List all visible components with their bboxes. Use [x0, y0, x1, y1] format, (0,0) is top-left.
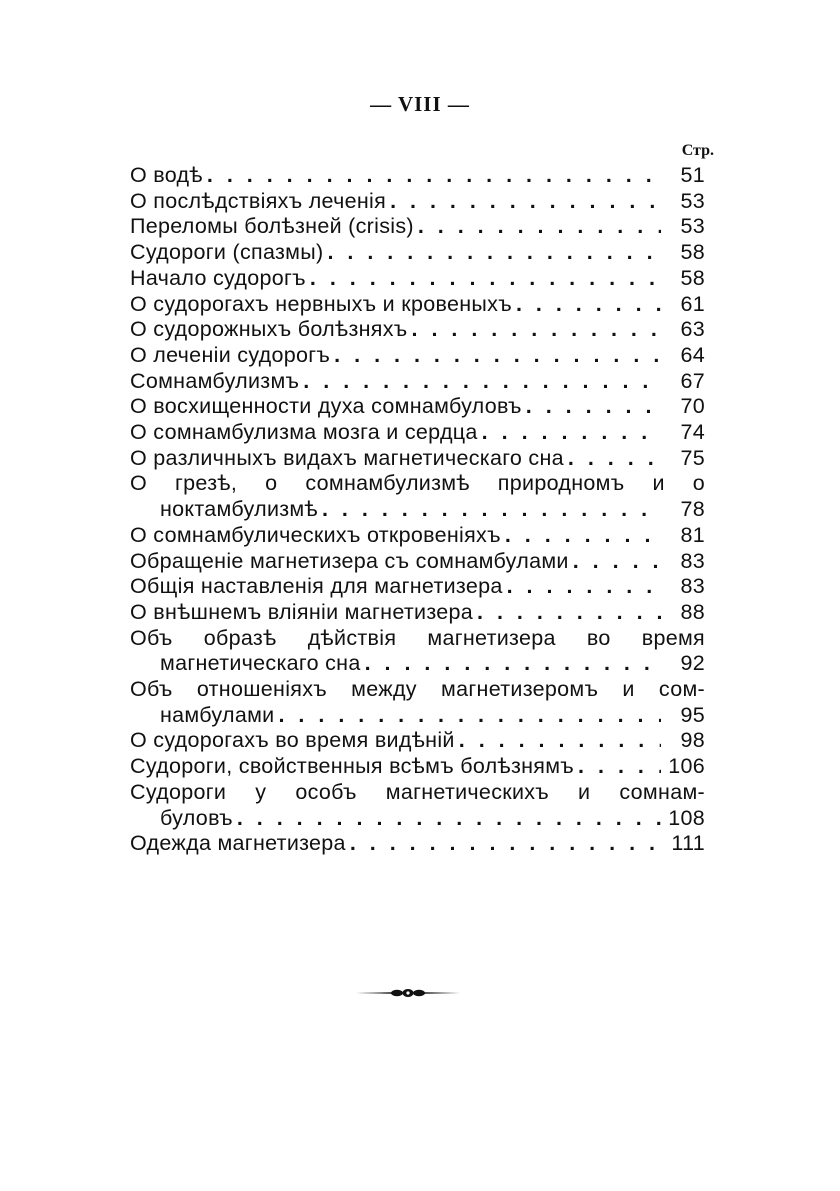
toc-entry-title: Переломы болѣзней (crisis) [130, 214, 414, 239]
toc-entry-row [130, 523, 705, 549]
toc-entry-row [130, 394, 705, 420]
toc-page-number: 111 [671, 831, 705, 856]
toc-entry-title-line: Объ отношеніяхъ между магнетизеромъ и сом- [130, 677, 705, 702]
toc-entry-title: О сомнамбулизма мозга и сердца [130, 420, 478, 445]
toc-entry [130, 420, 705, 446]
toc-entry-title: магнетическаго сна [160, 651, 361, 676]
toc-entry-title: Одежда магнетизера [130, 831, 346, 856]
toc-entry-title-line: Объ образѣ дѣйствія магнетизера во время [130, 625, 705, 650]
dot-leader [526, 394, 661, 420]
dot-leader [578, 754, 661, 780]
toc-entry-title: О различныхъ видахъ магнетическаго сна [130, 445, 564, 470]
toc-entry [130, 574, 705, 600]
ornament-right-lobe [413, 990, 425, 996]
toc-entry-title: буловъ [160, 805, 233, 830]
page-column-header: Стр. [681, 142, 714, 159]
dot-leader [482, 420, 661, 446]
dot-leader [334, 343, 661, 369]
toc-page-number: 67 [680, 368, 705, 393]
dot-leader [459, 728, 661, 754]
dot-leader [365, 651, 661, 677]
dot-leader [237, 806, 661, 832]
toc-entry-title: Сомнамбулизмъ [130, 368, 300, 393]
toc-entry-title: Судороги (спазмы) [130, 240, 324, 265]
toc-entry-title-line: О грезѣ, о сомнамбулизмѣ природномъ и о [130, 471, 705, 496]
toc-entry-title: О судорогахъ во время видѣній [130, 728, 455, 753]
toc-entry [130, 549, 705, 575]
ornament-right-rule [424, 992, 460, 993]
dot-leader [573, 549, 661, 575]
toc-entry-row [130, 446, 705, 472]
toc-entry-row [130, 574, 705, 600]
toc-page-number: 95 [680, 702, 705, 727]
toc-entry [130, 189, 705, 215]
toc-entry-row [130, 806, 705, 832]
tailpiece-ornament-icon [356, 985, 460, 1001]
toc-entry-title: О восхищенности духа сомнамбуловъ [130, 394, 522, 419]
toc-entry-title: О судорожныхъ болѣзняхъ [130, 317, 408, 342]
dot-leader [350, 831, 661, 857]
dot-leader [505, 523, 661, 549]
dot-leader [310, 266, 661, 292]
table-of-contents [130, 163, 705, 857]
toc-entry [130, 163, 705, 189]
toc-entry [130, 446, 705, 472]
toc-page-number: 88 [680, 599, 705, 624]
toc-entry [130, 600, 705, 626]
page-number-roman: — VIII — [370, 92, 470, 116]
dot-leader [568, 446, 661, 472]
toc-entry-row [130, 343, 705, 369]
toc-page-number: 61 [680, 291, 705, 316]
toc-entry-row [130, 497, 705, 523]
toc-entry-row [130, 266, 705, 292]
toc-page-number: 64 [680, 342, 705, 367]
toc-entry-title: Обращеніе магнетизера съ сомнамбулами [130, 548, 569, 573]
dot-leader [322, 497, 661, 523]
toc-page-number: 58 [680, 240, 705, 265]
dot-leader [507, 574, 661, 600]
toc-entry [130, 292, 705, 318]
dot-leader [516, 292, 661, 318]
toc-entry-row [130, 728, 705, 754]
toc-entry-row [130, 420, 705, 446]
toc-entry-title: О судорогахъ нервныхъ и кровеныхъ [130, 291, 512, 316]
toc-page-number: 70 [680, 394, 705, 419]
toc-entry-title: О леченіи судорогъ [130, 342, 331, 367]
dot-leader [278, 703, 661, 729]
toc-entry [130, 780, 705, 831]
dot-leader [412, 317, 661, 343]
toc-entry-row [130, 214, 705, 240]
toc-entry-row [130, 703, 705, 729]
dot-leader [418, 214, 661, 240]
toc-entry-row [130, 369, 705, 395]
toc-entry-title-line: Судороги у особъ магнетическихъ и сомнам- [130, 779, 705, 804]
toc-page-number: 81 [680, 522, 705, 547]
toc-page-number: 51 [680, 163, 705, 187]
toc-page-number: 53 [680, 214, 705, 239]
toc-page-number: 83 [680, 548, 705, 573]
toc-entry [130, 214, 705, 240]
toc-entry-row [130, 317, 705, 343]
toc-page-number: 74 [680, 420, 705, 445]
page-header [0, 92, 840, 117]
toc-entry-row [130, 292, 705, 318]
toc-entry [130, 471, 705, 522]
dot-leader [327, 240, 661, 266]
ornament-left-rule [356, 992, 392, 993]
toc-page-number: 53 [680, 188, 705, 213]
toc-page-number: 92 [680, 651, 705, 676]
toc-page-number: 63 [680, 317, 705, 342]
toc-entry [130, 626, 705, 677]
toc-entry-title: Начало судорогъ [130, 265, 306, 290]
toc-entry [130, 831, 705, 857]
toc-page-number: 108 [668, 805, 705, 830]
toc-page-number: 98 [680, 728, 705, 753]
dot-leader [477, 600, 661, 626]
toc-entry-title: О сомнамбулическихъ откровеніяхъ [130, 522, 501, 547]
toc-page-number: 78 [680, 497, 705, 522]
toc-entry-title: Общія наставленія для магнетизера [130, 574, 503, 599]
ornament-left-lobe [391, 990, 403, 996]
toc-entry [130, 677, 705, 728]
toc-entry-title: намбулами [160, 702, 275, 727]
toc-entry-row [130, 831, 705, 857]
toc-entry [130, 394, 705, 420]
toc-entry-title: Судороги, свойственныя всѣмъ болѣзнямъ [130, 754, 575, 779]
toc-entry [130, 728, 705, 754]
toc-entry-title: ноктамбулизмѣ [160, 497, 318, 522]
toc-entry-row [130, 189, 705, 215]
toc-entry [130, 369, 705, 395]
toc-entry-title: О послѣдствіяхъ леченія [130, 188, 387, 213]
dot-leader [390, 189, 661, 215]
toc-entry-title: О внѣшнемъ вліяніи магнетизера [130, 599, 474, 624]
toc-entry-row [130, 651, 705, 677]
toc-page-number: 58 [680, 265, 705, 290]
toc-page-number: 106 [668, 754, 705, 779]
toc-entry [130, 240, 705, 266]
toc-page-number: 83 [680, 574, 705, 599]
toc-entry-row [130, 163, 705, 189]
dot-leader [207, 163, 661, 189]
toc-entry [130, 523, 705, 549]
toc-entry [130, 754, 705, 780]
dot-leader [303, 369, 661, 395]
toc-page-number: 75 [680, 445, 705, 470]
toc-entry-title: О водѣ [130, 163, 203, 187]
toc-entry-row [130, 549, 705, 575]
toc-entry [130, 343, 705, 369]
toc-entry [130, 317, 705, 343]
toc-entry-row [130, 240, 705, 266]
toc-entry-row [130, 600, 705, 626]
toc-entry [130, 266, 705, 292]
toc-entry-row [130, 754, 705, 780]
